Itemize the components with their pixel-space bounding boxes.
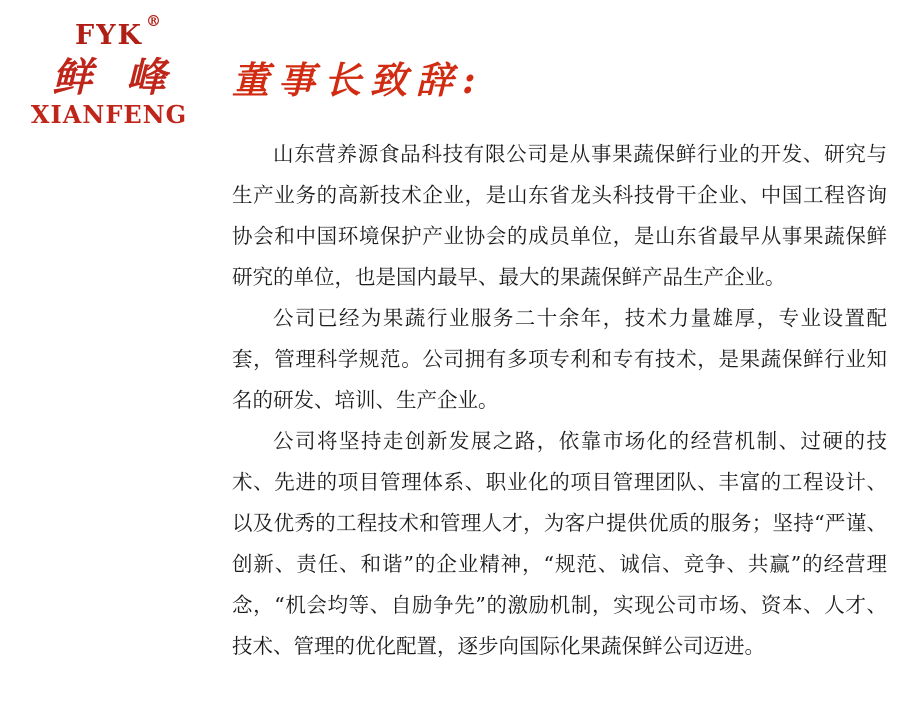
paragraph: 公司将坚持走创新发展之路，依靠市场化的经营机制、过硬的技术、先进的项目管理体系、职业化的项目管理团队、丰富的工程设计、以及优秀的工程技术和管理人才，为客户提供优质的服务；坚持“严谨、创新、责任、和谐”的企业精神，“规范、诚信、竞争、共赢”的经营理念，“机会均等、自励争先”的激励机制，实现公司市场、资本、人才、技术、管理的优化配置，逐步向国际化果蔬保鲜公司迈进。 [232, 429, 887, 658]
logo-chinese-name: 鲜 峰 [52, 54, 176, 101]
paragraph: 山东营养源食品科技有限公司是从事果蔬保鲜行业的开发、研究与生产业务的高新技术企业，是山东省龙头科技骨干企业、中国工程咨询协会和中国环境保护产业协会的成员单位，是山东省最早从事果蔬保鲜研究的单位，也是国内最早、最大的果蔬保鲜产品生产企业。 [232, 142, 887, 289]
document-body [232, 134, 887, 667]
paragraph: 公司已经为果蔬行业服务二十余年，技术力量雄厚，专业设置配套，管理科学规范。公司拥有多项专利和专有技术，是果蔬保鲜行业知名的研发、培训、生产企业。 [232, 306, 887, 412]
page-title: 董事长致辞: [232, 58, 485, 102]
logo-latin-top [75, 12, 163, 51]
logo-latin-bottom: XIANFENG [30, 100, 188, 129]
logo-latin-top-text: FYK [75, 20, 143, 51]
company-logo [14, 12, 204, 129]
registered-trademark-icon: ® [145, 12, 163, 30]
